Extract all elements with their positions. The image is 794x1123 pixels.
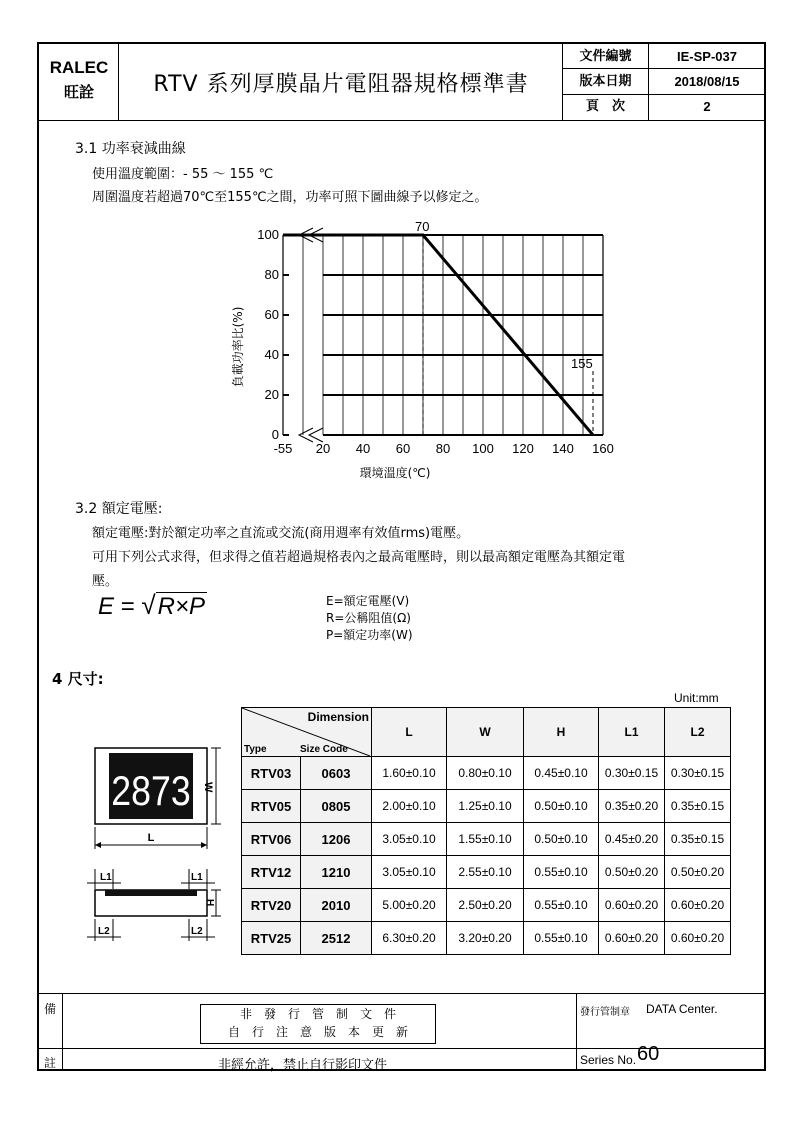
version-date-value: 2018/08/15 [674,74,740,89]
series-number: 60 [637,1043,660,1065]
value-cell: 2.00±0.10 [372,790,447,823]
axis-break-mark [309,428,323,442]
value-cell: 0.50±0.20 [665,856,731,889]
header-type: Type [244,744,267,755]
formula-legend [326,593,413,644]
value-cell: 2.55±0.10 [447,856,524,889]
table-row [242,823,731,856]
y-tick-label: 60 [264,307,279,322]
footer-divider [62,993,63,1069]
value-cell: 0.35±0.15 [665,790,731,823]
dim-l1-label-right: L1 [191,872,203,883]
value-cell: 3.20±0.20 [447,922,524,955]
page-number: 2 [703,99,711,114]
header-divider [118,43,119,120]
value-cell: 1.25±0.10 [447,790,524,823]
header-corner-cell [242,708,372,757]
value-cell: 0.55±0.10 [524,889,599,922]
value-cell: 3.05±0.10 [372,823,447,856]
type-cell: RTV20 [242,889,301,922]
control-stamp [200,1004,436,1044]
value-cell: 1.55±0.10 [447,823,524,856]
legend-e: E=額定電壓(V) [326,594,410,608]
x-tick-labels [274,441,614,456]
y-axis-label: 負載功率比(%) [231,306,245,388]
x-tick-label: 160 [592,441,614,456]
type-cell: RTV05 [242,790,301,823]
size-code-cell: 1210 [301,856,372,889]
size-code-cell: 1206 [301,823,372,856]
rated-voltage-rule: 可用下列公式求得，但求得之值若超過規格表內之最高電壓時，則以最高額定電壓為其額定電 [92,550,626,565]
header-row-rule [562,94,765,95]
unit-label: Unit:mm [674,691,719,705]
header-row-rule [562,68,765,69]
dim-l-label: L [147,832,155,844]
legend-p: P=額定功率(W) [326,628,413,642]
formula [98,590,207,624]
chip-top-view-drawing [85,745,225,857]
dim-l2-label-right: L2 [191,926,203,937]
copy-notice: 非經允許，禁止自行影印文件 [218,1058,388,1073]
value-cell: 0.35±0.15 [665,823,731,856]
annotation-70: 70 [415,219,430,234]
dim-l2-label-left: L2 [98,926,110,937]
y-tick-label: 100 [257,227,279,242]
size-code-cell: 0603 [301,757,372,790]
x-tick-label: 80 [435,441,451,456]
value-cell: 3.05±0.10 [372,856,447,889]
value-cell: 6.30±0.20 [372,922,447,955]
x-tick-label: 60 [395,441,411,456]
x-tick-label: 120 [512,441,534,456]
y-tick-labels [257,227,279,442]
value-cell: 0.50±0.10 [524,823,599,856]
section-3-1-title: 3.1 功率衰減曲線 [75,141,186,157]
doc-no-label: 文件編號 [579,49,632,64]
header-bottom-rule [38,120,765,121]
value-cell: 0.60±0.20 [665,889,731,922]
rated-voltage-rule-cont: 壓。 [92,574,119,589]
value-cell: 0.45±0.20 [599,823,665,856]
y-tick-label: 40 [264,347,279,362]
dim-h-label: H [204,899,215,907]
value-cell: 0.30±0.15 [599,757,665,790]
issuer-value: DATA Center. [646,1002,718,1016]
type-cell: RTV25 [242,922,301,955]
chart-marks [283,235,593,435]
dimension-table [241,707,731,955]
value-cell: 0.60±0.20 [599,922,665,955]
x-tick-label: 140 [552,441,574,456]
version-date-label: 版本日期 [579,74,632,89]
rated-voltage-definition: 額定電壓:對於額定功率之直流或交流(商用週率有效值rms)電壓。 [92,526,470,541]
doc-no-value: IE-SP-037 [677,49,737,64]
note-label-top: 備 [44,1002,57,1016]
x-tick-label: 100 [472,441,494,456]
stamp-line-2: 自 行 注 意 版 本 更 新 [227,1025,408,1039]
table-row [242,790,731,823]
x-tick-label: 20 [315,441,331,456]
table-row [242,922,731,955]
header-size-code: Size Code [300,744,348,755]
value-cell: 0.80±0.10 [447,757,524,790]
dim-w-label: W [202,782,214,793]
value-cell: 5.00±0.20 [372,889,447,922]
derating-curve [283,235,593,435]
company-name-zh: 旺詮 [63,83,94,101]
formula-rhs: R×P [157,593,206,620]
y-tick-label: 0 [271,427,279,442]
series-label: Series No. [580,1053,637,1067]
col-header-l2: L2 [665,708,731,757]
col-header-h: H [524,708,599,757]
type-cell: RTV03 [242,757,301,790]
col-header-w: W [447,708,524,757]
formula-lhs: E [98,593,115,620]
y-tick-label: 20 [264,387,279,402]
type-cell: RTV12 [242,856,301,889]
derating-note-text: 周圍溫度若超過70℃至155℃之間，功率可照下圖曲線予以修定之。 [92,190,488,205]
value-cell: 0.30±0.15 [665,757,731,790]
chip-marking: 2873 [111,768,191,815]
y-tick-label: 80 [264,267,279,282]
formula-equals: = [120,593,135,620]
stamp-line-1: 非 發 行 管 制 文 件 [239,1007,396,1021]
value-cell: 0.60±0.20 [665,922,731,955]
size-code-cell: 2512 [301,922,372,955]
derating-chart [220,215,620,490]
type-cell: RTV06 [242,823,301,856]
legend-r: R=公稱阻值(Ω) [326,611,411,625]
section-4-title: 4 尺寸: [52,670,104,688]
value-cell: 0.55±0.10 [524,856,599,889]
table-header-row [242,708,731,757]
table-row [242,889,731,922]
company-name-en: RALEC [49,58,109,77]
size-code-cell: 0805 [301,790,372,823]
axis-break-mark [299,428,313,442]
value-cell: 0.50±0.10 [524,790,599,823]
header-dimension: Dimension [307,710,369,724]
section-3-2-title: 3.2 額定電壓: [75,501,163,517]
table-row [242,757,731,790]
value-cell: 1.60±0.10 [372,757,447,790]
value-cell: 0.50±0.20 [599,856,665,889]
col-header-l: L [372,708,447,757]
dim-l1-label-left: L1 [100,872,112,883]
page-label: 頁 次 [585,99,625,114]
chip-side-view-drawing [85,865,225,947]
value-cell: 2.50±0.20 [447,889,524,922]
note-label-bottom: 註 [44,1056,57,1070]
table-row [242,856,731,889]
footer-top-rule [38,993,765,994]
footer-divider [576,993,577,1069]
value-cell: 0.45±0.10 [524,757,599,790]
col-header-l1: L1 [599,708,665,757]
value-cell: 0.60±0.20 [599,889,665,922]
temp-range-text: 使用溫度範圍：- 55 ～ 155 ℃ [92,167,274,182]
document-title: RTV 系列厚膜晶片電阻器規格標準書 [153,72,529,97]
annotation-155: 155 [571,356,593,371]
value-cell: 0.35±0.20 [599,790,665,823]
x-axis-label: 環境溫度(℃) [359,466,431,480]
x-tick-label: -55 [273,441,293,456]
value-cell: 0.55±0.10 [524,922,599,955]
size-code-cell: 2010 [301,889,372,922]
issuer-label: 發行管制章 [580,1007,630,1018]
sqrt-symbol: √ [141,590,156,620]
x-tick-label: 40 [355,441,371,456]
